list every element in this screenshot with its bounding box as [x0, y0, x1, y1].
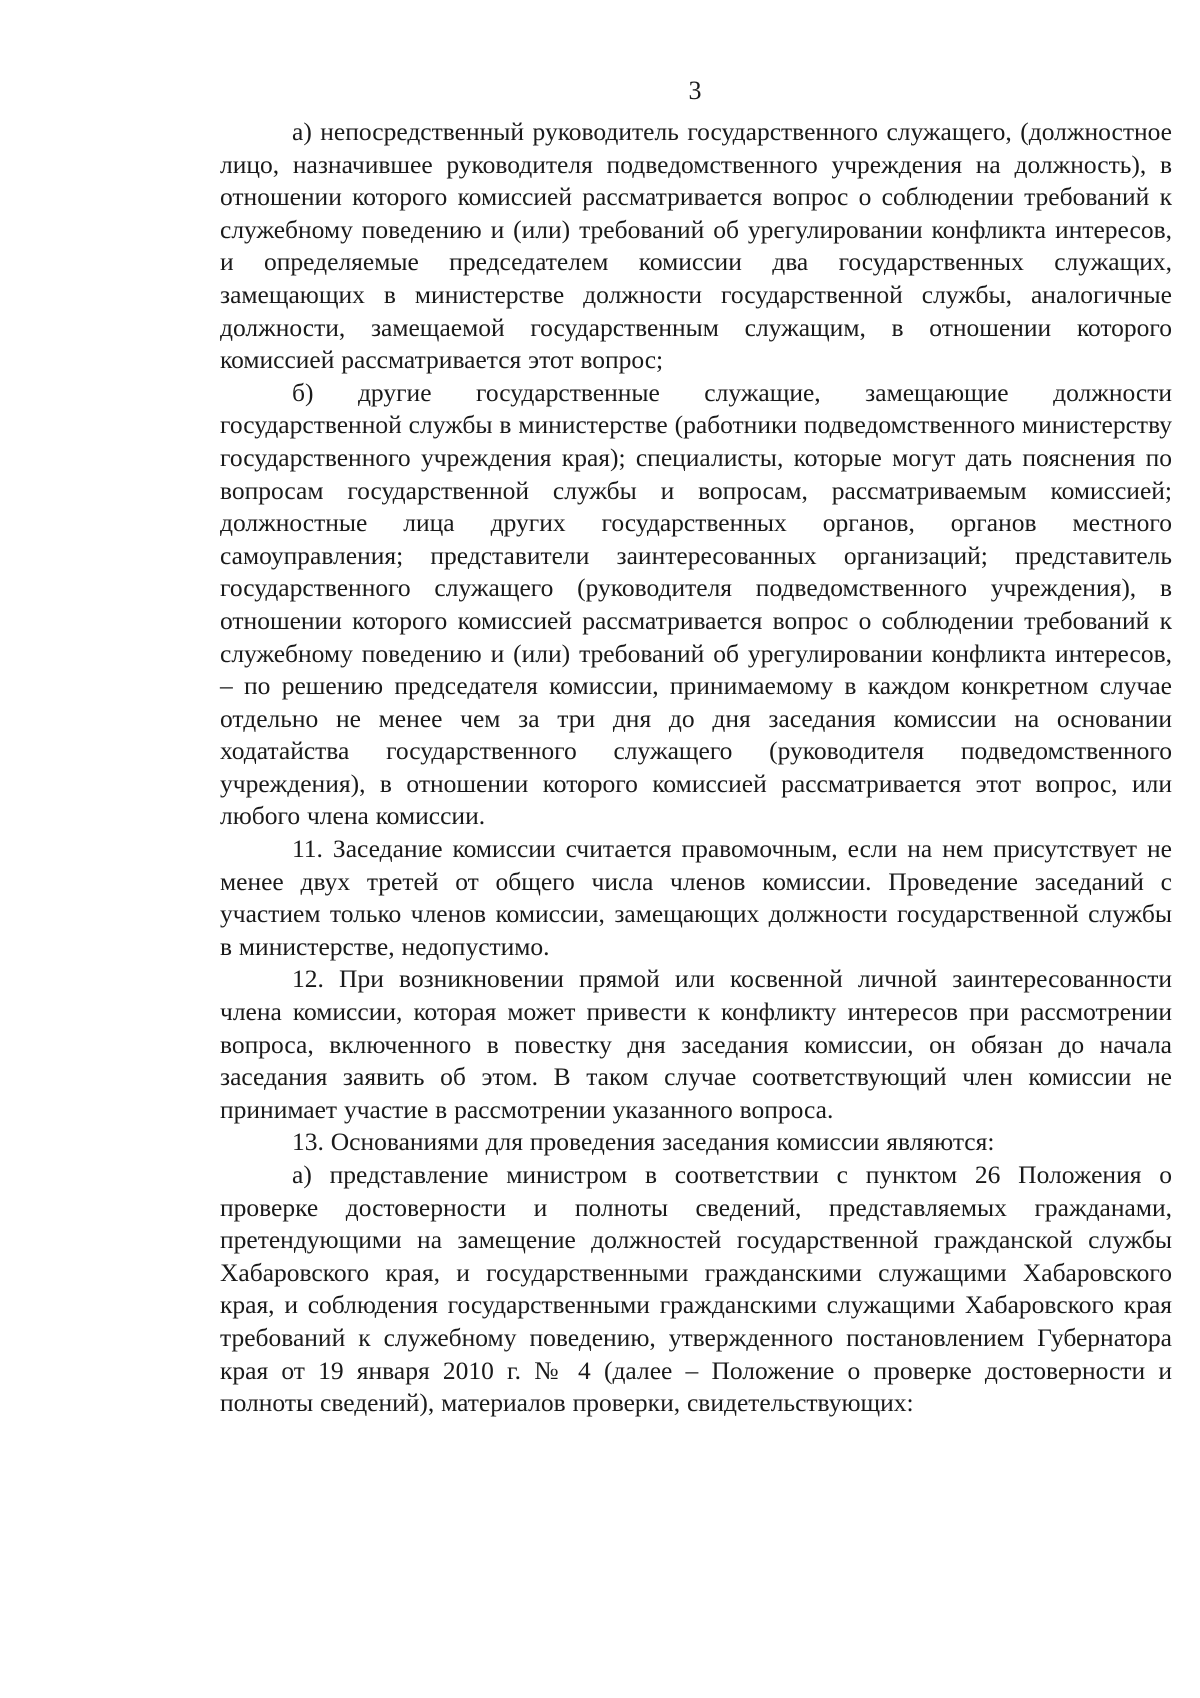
paragraph-12: 12. При возникновении прямой или косвенной личной заинтересованности члена комиссии, которая может привести к конфликту интересов при рассмотрении вопроса, включенного в повестку дня заседания комиссии, он обязан до начала заседания заявить об этом. В таком случае соответствующий член комиссии не принимает участие в рассмотрении указанного вопроса. [220, 964, 1172, 1124]
paragraph-13: 13. Основаниями для проведения заседания комиссии являются: [292, 1127, 995, 1157]
paragraph-10b: б) другие государственные служащие, замещающие должности государственной службы в министерстве (работники подведомственного министерству государственного учреждения края); специалисты, которые могут дать пояснения по вопросам государственной службы и вопросам, рассматриваемым комиссией; должностные лица других государственных органов, органов местного самоуправления; представители заинтересованных организаций; представитель государственного служащего (руководителя подведомственного учреждения), в отношении которого комиссией рассматривается вопрос о соблюдении требований к служебному поведению и (или) требований об урегулировании конфликта интересов, – по решению председателя комиссии, принимаемому в каждом конкретном случае отдельно не менее чем за три дня до дня заседания комиссии на основании ходатайства государственного служащего (руководителя подведомственного учреждения), в отношении которого комиссией рассматривается этот вопрос, или любого члена комиссии. [220, 377, 1172, 831]
paragraph-11: 11. Заседание комиссии считается правомочным, если на нем присутствует не менее двух третей от общего числа членов комиссии. Проведение заседаний с участием только членов комиссии, замещающих должности государственной службы в министерстве, недопустимо. [220, 834, 1172, 961]
paragraph-13a: а) представление министром в соответствии с пунктом 26 Положения о проверке достоверности и полноты сведений, представляемых гражданами, претендующими на замещение должностей государственной гражданской службы Хабаровского края, и государственными гражданскими служащими Хабаровского края, и соблюдения государственными гражданскими служащими Хабаровского края требований к служебному поведению, утвержденного постановлением Губернатора края от 19 января 2010 г. № 4 (далее – Положение о проверке достоверности и полноты сведений), материалов проверки, свидетельствующих: [220, 1160, 1172, 1418]
page-number: 3 [688, 76, 702, 105]
document-body [220, 116, 1172, 1420]
paragraph-10a: а) непосредственный руководитель государственного служащего, (должностное лицо, назначившее руководителя подведомственного учреждения на должность), в отношении которого комиссией рассматривается вопрос о соблюдении требований к служебному поведению и (или) требований об урегулировании конфликта интересов, и определяемые председателем комиссии два государственных служащих, замещающих в министерстве должности государственной службы, аналогичные должности, замещаемой государственным служащим, в отношении которого комиссией рассматривается этот вопрос; [220, 117, 1172, 375]
